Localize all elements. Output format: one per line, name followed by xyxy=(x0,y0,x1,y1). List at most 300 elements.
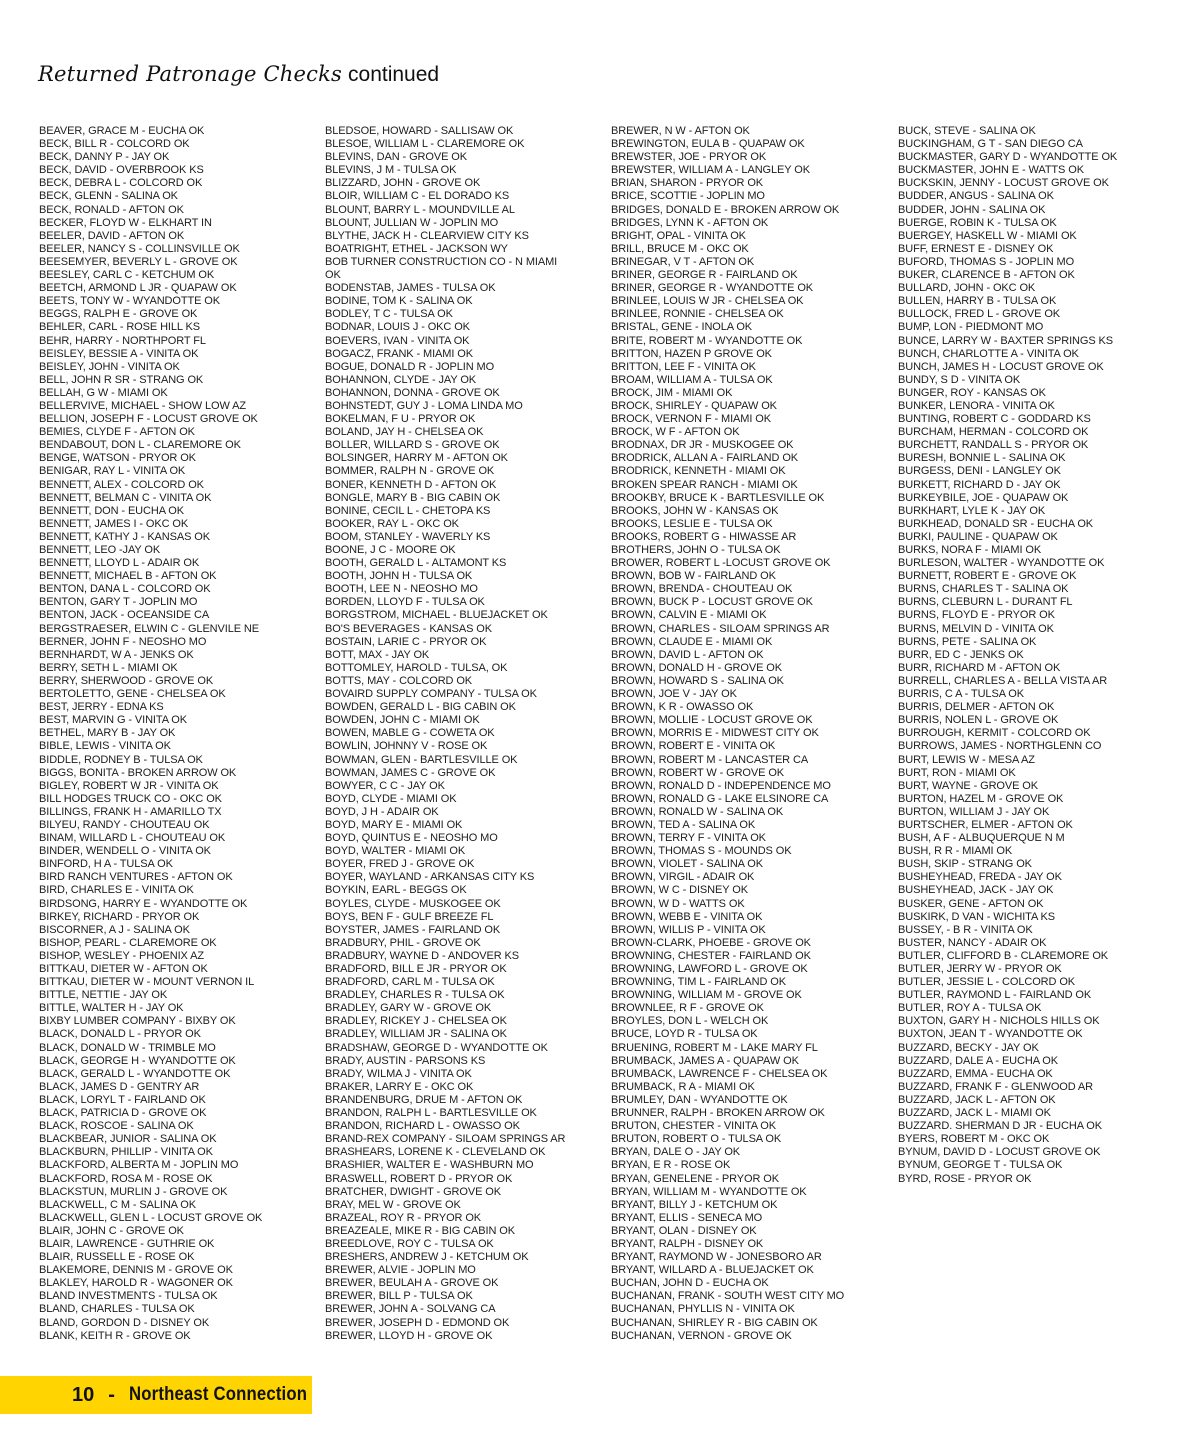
list-entry: BURTON, HAZEL M - GROVE OK xyxy=(898,792,1064,805)
list-entry: BLOUNT, JULLIAN W - JOPLIN MO xyxy=(325,216,499,229)
list-entry: BRADY, AUSTIN - PARSONS KS xyxy=(325,1054,486,1067)
list-entry: BUNCH, CHARLOTTE A - VINITA OK xyxy=(898,347,1079,360)
list-entry: BUCKMASTER, JOHN E - WATTS OK xyxy=(898,164,1084,177)
list-entry: BECK, GLENN - SALINA OK xyxy=(39,190,178,203)
list-entry: BRADBURY, WAYNE D - ANDOVER KS xyxy=(325,949,520,962)
list-entry: BENNETT, MICHAEL B - AFTON OK xyxy=(39,570,217,583)
list-entry: BROOKS, ROBERT G - HIWASSE AR xyxy=(611,530,797,543)
list-entry: BRANDON, RICHARD L - OWASSO OK xyxy=(325,1120,520,1133)
list-entry: BUTLER, ROY A - TULSA OK xyxy=(898,1002,1042,1015)
list-entry: BUZZARD, JACK L - AFTON OK xyxy=(898,1093,1056,1106)
list-entry: BUDDER, ANGUS - SALINA OK xyxy=(898,190,1054,203)
list-entry: BROCK, SHIRLEY - QUAPAW OK xyxy=(611,399,777,412)
list-entry: BERRY, SHERWOOD - GROVE OK xyxy=(39,674,214,687)
list-entry: BULLARD, JOHN - OKC OK xyxy=(898,282,1036,295)
list-entry: BYNUM, GEORGE T - TULSA OK xyxy=(898,1159,1063,1172)
list-entry: BEELER, NANCY S - COLLINSVILLE OK xyxy=(39,242,240,255)
list-entry: BURKI, PAULINE - QUAPAW OK xyxy=(898,530,1058,543)
list-entry: BYRD, ROSE - PRYOR OK xyxy=(898,1172,1032,1185)
list-entry: BOWLIN, JOHNNY V - ROSE OK xyxy=(325,740,488,753)
list-entry: BUCHANAN, PHYLLIS N - VINITA OK xyxy=(611,1303,795,1316)
list-entry: BUERGE, ROBIN K - TULSA OK xyxy=(898,216,1057,229)
page-title-continued: continued xyxy=(348,63,440,86)
list-entry: BUCHANAN, SHIRLEY R - BIG CABIN OK xyxy=(611,1316,818,1329)
list-entry: BRITE, ROBERT M - WYANDOTTE OK xyxy=(611,334,803,347)
publication-name: Northeast Connection xyxy=(128,1384,308,1405)
list-entry: BURNS, FLOYD E - PRYOR OK xyxy=(898,609,1055,622)
list-entry: BRINLEE, RONNIE - CHELSEA OK xyxy=(611,308,784,321)
list-entry: BOWMAN, JAMES C - GROVE OK xyxy=(325,766,496,779)
list-entry: BRODRICK, ALLAN A - FAIRLAND OK xyxy=(611,452,799,465)
list-entry: BRADFORD, CARL M - TULSA OK xyxy=(325,976,495,989)
list-entry: BUTLER, CLIFFORD B - CLAREMORE OK xyxy=(898,949,1109,962)
list-entry: BELLION, JOSEPH F - LOCUST GROVE OK xyxy=(39,413,258,426)
list-entry: BRYANT, BILLY J - KETCHUM OK xyxy=(611,1198,778,1211)
list-entry: BURNS, PETE - SALINA OK xyxy=(898,635,1037,648)
list-entry: BUNDY, S D - VINITA OK xyxy=(898,373,1021,386)
list-entry: BOSTAIN, LARIE C - PRYOR OK xyxy=(325,635,487,648)
list-entry: BROWN, BUCK P - LOCUST GROVE OK xyxy=(611,596,813,609)
list-entry: BLAKLEY, HAROLD R - WAGONER OK xyxy=(39,1277,233,1290)
list-entry: BOLSINGER, HARRY M - AFTON OK xyxy=(325,452,508,465)
list-entry: BURRIS, NOLEN L - GROVE OK xyxy=(898,714,1059,727)
list-entry: BOOTH, JOHN H - TULSA OK xyxy=(325,570,473,583)
list-entry: BEELER, DAVID - AFTON OK xyxy=(39,229,185,242)
list-entry: BROOKS, LESLIE E - TULSA OK xyxy=(611,517,773,530)
list-entry: BLACK, GERALD L - WYANDOTTE OK xyxy=(39,1067,231,1080)
list-entry: BEST, MARVIN G - VINITA OK xyxy=(39,714,187,727)
list-entry: BENNETT, JAMES I - OKC OK xyxy=(39,517,189,530)
list-entry: BEETS, TONY W - WYANDOTTE OK xyxy=(39,295,220,308)
list-entry: BOHANNON, DONNA - GROVE OK xyxy=(325,386,500,399)
list-entry: BENNETT, KATHY J - KANSAS OK xyxy=(39,530,210,543)
list-entry: BROWNLEE, R F - GROVE OK xyxy=(611,1002,764,1015)
list-entry: BLACKWELL, GLEN L - LOCUST GROVE OK xyxy=(39,1211,263,1224)
page-title xyxy=(38,62,439,87)
list-entry: BENDABOUT, DON L - CLAREMORE OK xyxy=(39,439,241,452)
list-entry: BOOTH, LEE N - NEOSHO MO xyxy=(325,583,478,596)
list-entry: BLAKEMORE, DENNIS M - GROVE OK xyxy=(39,1264,233,1277)
list-entry: BREAZEALE, MIKE R - BIG CABIN OK xyxy=(325,1224,515,1237)
list-entry: BLOUNT, BARRY L - MOUNDVILLE AL xyxy=(325,203,515,216)
list-entry: BRAND-REX COMPANY - SILOAM SPRINGS AR xyxy=(325,1133,566,1146)
list-entry: BROWN, THOMAS S - MOUNDS OK xyxy=(611,845,792,858)
list-entry: BISCORNER, A J - SALINA OK xyxy=(39,923,190,936)
list-entry: BERGSTRAESER, ELWIN C - GLENVILE NE xyxy=(39,622,260,635)
list-entry: BUNKER, LENORA - VINITA OK xyxy=(898,399,1055,412)
list-entry: BUTLER, JERRY W - PRYOR OK xyxy=(898,963,1062,975)
list-entry: BIDDLE, RODNEY B - TULSA OK xyxy=(39,753,203,766)
list-entry: BOOM, STANLEY - WAVERLY KS xyxy=(325,530,491,543)
list-entry: BOMMER, RALPH N - GROVE OK xyxy=(325,465,495,478)
list-entry: BOWEN, MABLE G - COWETA OK xyxy=(325,727,495,740)
list-entry: BILL HODGES TRUCK CO - OKC OK xyxy=(39,792,222,805)
list-entry: BOWMAN, GLEN - BARTLESVILLE OK xyxy=(325,753,518,766)
page-number: 10 xyxy=(72,1383,95,1406)
list-entry: BUSSEY, - B R - VINITA OK xyxy=(898,923,1033,936)
list-column-3 xyxy=(611,125,891,1343)
list-entry: BUSHEYHEAD, FREDA - JAY OK xyxy=(898,871,1062,884)
list-entry: BO'S BEVERAGES - KANSAS OK xyxy=(325,622,492,635)
list-entry: BUCKSKIN, JENNY - LOCUST GROVE OK xyxy=(898,177,1109,190)
list-entry: BROWN, WEBB E - VINITA OK xyxy=(611,910,763,923)
list-entry: BURESH, BONNIE L - SALINA OK xyxy=(898,452,1066,465)
list-entry: BRADLEY, RICKEY J - CHELSEA OK xyxy=(325,1015,507,1028)
list-entry: BENNETT, LLOYD L - ADAIR OK xyxy=(39,557,200,570)
list-entry: BECK, RONALD - AFTON OK xyxy=(39,203,184,216)
list-entry: BOYLES, CLYDE - MUSKOGEE OK xyxy=(325,897,501,910)
list-entry: BROWN, W D - WATTS OK xyxy=(611,897,745,910)
list-entry: BLACK, GEORGE H - WYANDOTTE OK xyxy=(39,1054,236,1067)
list-entry: BURKETT, RICHARD D - JAY OK xyxy=(898,478,1061,491)
list-entry: BUTLER, RAYMOND L - FAIRLAND OK xyxy=(898,989,1092,1002)
list-entry: BREWSTER, JOE - PRYOR OK xyxy=(611,151,767,164)
list-entry: BRAKER, LARRY E - OKC OK xyxy=(325,1080,474,1093)
list-entry: BREWER, ALVIE - JOPLIN MO xyxy=(325,1264,476,1277)
list-entry: BYNUM, DAVID D - LOCUST GROVE OK xyxy=(898,1146,1101,1159)
list-entry: BURROWS, JAMES - NORTHGLENN CO xyxy=(898,740,1102,753)
list-entry: BOGUE, DONALD R - JOPLIN MO xyxy=(325,360,495,373)
list-entry: BLESOE, WILLIAM L - CLAREMORE OK xyxy=(325,138,525,151)
list-entry: BOYD, QUINTUS E - NEOSHO MO xyxy=(325,832,498,845)
list-entry: BRINER, GEORGE R - WYANDOTTE OK xyxy=(611,282,814,295)
footer-separator: - xyxy=(108,1383,115,1406)
list-entry: BRUMLEY, DAN - WYANDOTTE OK xyxy=(611,1093,788,1106)
list-entry: BOEVERS, IVAN - VINITA OK xyxy=(325,334,470,347)
list-entry: BYERS, ROBERT M - OKC OK xyxy=(898,1133,1050,1146)
list-entry: BONINE, CECIL L - CHETOPA KS xyxy=(325,504,491,517)
list-entry: BEHLER, CARL - ROSE HILL KS xyxy=(39,321,200,334)
list-entry: BUCHAN, JOHN D - EUCHA OK xyxy=(611,1277,769,1290)
list-entry: BRADLEY, CHARLES R - TULSA OK xyxy=(325,989,505,1002)
list-entry: BROAM, WILLIAM A - TULSA OK xyxy=(611,373,773,386)
list-entry: BUSTER, NANCY - ADAIR OK xyxy=(898,936,1047,949)
list-entry: BROWN, W C - DISNEY OK xyxy=(611,884,748,897)
list-entry: BREWER, JOHN A - SOLVANG CA xyxy=(325,1303,496,1316)
list-entry: BRILL, BRUCE M - OKC OK xyxy=(611,242,749,255)
list-entry: BURRIS, C A - TULSA OK xyxy=(898,688,1024,701)
list-entry: BROWN, VIOLET - SALINA OK xyxy=(611,858,763,871)
list-entry: BURR, RICHARD M - AFTON OK xyxy=(898,661,1061,674)
list-entry: BURT, WAYNE - GROVE OK xyxy=(898,779,1039,792)
list-entry: BURRELL, CHARLES A - BELLA VISTA AR xyxy=(898,674,1108,687)
list-entry: BOYER, WAYLAND - ARKANSAS CITY KS xyxy=(325,871,535,884)
list-entry: BUSH, A F - ALBUQUERQUE N M xyxy=(898,832,1065,845)
list-entry: BROWN, TERRY F - VINITA OK xyxy=(611,832,766,845)
list-entry: BRUTON, ROBERT O - TULSA OK xyxy=(611,1133,782,1146)
list-entry: BENNETT, LEO -JAY OK xyxy=(39,544,161,556)
list-entry: BLOIR, WILLIAM C - EL DORADO KS xyxy=(325,190,510,203)
list-entry: BRINEGAR, V T - AFTON OK xyxy=(611,255,755,268)
list-entry: BISHOP, WESLEY - PHOENIX AZ xyxy=(39,949,205,962)
list-entry: BULLEN, HARRY B - TULSA OK xyxy=(898,295,1057,308)
list-entry: BUNCH, JAMES H - LOCUST GROVE OK xyxy=(898,360,1104,373)
list-entry: BLAND INVESTMENTS - TULSA OK xyxy=(39,1290,218,1303)
list-entry: BUSH, R R - MIAMI OK xyxy=(898,845,1013,858)
list-entry: BEST, JERRY - EDNA KS xyxy=(39,701,164,714)
list-entry: BLANK, KEITH R - GROVE OK xyxy=(39,1329,191,1342)
list-entry: BLAIR, LAWRENCE - GUTHRIE OK xyxy=(39,1237,215,1250)
list-entry: BURCHETT, RANDALL S - PRYOR OK xyxy=(898,439,1089,452)
list-entry: BROWNING, TIM L - FAIRLAND OK xyxy=(611,976,786,989)
list-entry: BLACK, JAMES D - GENTRY AR xyxy=(39,1080,200,1093)
list-entry: BLACKWELL, C M - SALINA OK xyxy=(39,1198,196,1211)
list-entry: BROOKBY, BRUCE K - BARTLESVILLE OK xyxy=(611,491,825,504)
list-entry: BROTHERS, JOHN O - TULSA OK xyxy=(611,544,781,556)
list-entry: BROKEN SPEAR RANCH - MIAMI OK xyxy=(611,478,798,491)
list-entry: BELLERVIVE, MICHAEL - SHOW LOW AZ xyxy=(39,399,246,412)
list-entry: BURNS, CHARLES T - SALINA OK xyxy=(898,583,1069,596)
list-entry: BENNETT, BELMAN C - VINITA OK xyxy=(39,491,212,504)
list-entry: BUMP, LON - PIEDMONT MO xyxy=(898,321,1044,334)
list-entry: BUCKMASTER, GARY D - WYANDOTTE OK xyxy=(898,151,1118,164)
list-entry: BRIDGES, DONALD E - BROKEN ARROW OK xyxy=(611,203,840,216)
list-entry: BLACKFORD, ALBERTA M - JOPLIN MO xyxy=(39,1159,239,1172)
list-entry: BELLAH, G W - MIAMI OK xyxy=(39,386,168,399)
list-entry: BOYS, BEN F - GULF BREEZE FL xyxy=(325,910,494,923)
list-entry: BIRKEY, RICHARD - PRYOR OK xyxy=(39,910,200,923)
list-entry: BUZZARD, FRANK F - GLENWOOD AR xyxy=(898,1080,1094,1093)
list-entry: BUNGER, ROY - KANSAS OK xyxy=(898,386,1046,399)
list-entry: BROWN, ROBERT M - LANCASTER CA xyxy=(611,753,809,766)
list-entry: BILLINGS, FRANK H - AMARILLO TX xyxy=(39,805,222,818)
list-entry: BLACK, DONALD L - PRYOR OK xyxy=(39,1028,201,1041)
list-entry: BRYANT, OLAN - DISNEY OK xyxy=(611,1224,757,1237)
list-entry: BREWINGTON, EULA B - QUAPAW OK xyxy=(611,138,805,151)
list-entry: BOYD, CLYDE - MIAMI OK xyxy=(325,792,457,805)
list-entry: BUZZARD, JACK L - MIAMI OK xyxy=(898,1107,1051,1120)
list-column-1 xyxy=(39,125,319,1343)
list-entry: BLYTHE, JACK H - CLEARVIEW CITY KS xyxy=(325,229,529,242)
list-entry: BREWER, BILL P - TULSA OK xyxy=(325,1290,473,1303)
list-entry: BRASHIER, WALTER E - WASHBURN MO xyxy=(325,1159,534,1172)
list-entry: BRIDGES, LYNN K - AFTON OK xyxy=(611,216,769,229)
list-entry: BRESHERS, ANDREW J - KETCHUM OK xyxy=(325,1251,529,1264)
list-entry: BROWN, CALVIN E - MIAMI OK xyxy=(611,609,767,622)
list-entry: BOYD, WALTER - MIAMI OK xyxy=(325,845,466,858)
list-entry: BOTT, MAX - JAY OK xyxy=(325,648,430,661)
list-entry: BLACKBEAR, JUNIOR - SALINA OK xyxy=(39,1133,217,1146)
list-entry: BRYAN, DALE O - JAY OK xyxy=(611,1146,741,1159)
list-entry: BRUMBACK, JAMES A - QUAPAW OK xyxy=(611,1054,799,1067)
list-entry: BECK, DAVID - OVERBROOK KS xyxy=(39,164,204,177)
list-entry: BRADFORD, BILL E JR - PRYOR OK xyxy=(325,963,507,975)
list-entry: BIXBY LUMBER COMPANY - BIXBY OK xyxy=(39,1015,236,1028)
list-entry: BEISLEY, JOHN - VINITA OK xyxy=(39,360,180,373)
list-entry: BUCKINGHAM, G T - SAN DIEGO CA xyxy=(898,138,1083,151)
list-entry: BOHANNON, CLYDE - JAY OK xyxy=(325,373,477,386)
list-entry: BRAY, MEL W - GROVE OK xyxy=(325,1198,461,1211)
list-entry: BUDDER, JOHN - SALINA OK xyxy=(898,203,1046,216)
list-entry: BRUMBACK, R A - MIAMI OK xyxy=(611,1080,755,1093)
list-entry: BUTLER, JESSIE L - COLCORD OK xyxy=(898,976,1076,989)
list-entry: BROWN, JOE V - JAY OK xyxy=(611,688,737,701)
list-entry: BROWN, RONALD W - SALINA OK xyxy=(611,805,784,818)
list-entry: BROWN, K R - OWASSO OK xyxy=(611,701,754,714)
list-entry: BITTLE, WALTER H - JAY OK xyxy=(39,1002,184,1015)
list-entry: BRUCE, LOYD R - TULSA OK xyxy=(611,1028,758,1041)
list-entry: BENNETT, DON - EUCHA OK xyxy=(39,504,184,517)
list-entry: BROWN, RONALD G - LAKE ELSINORE CA xyxy=(611,792,829,805)
list-entry: BOWDEN, JOHN C - MIAMI OK xyxy=(325,714,480,727)
list-entry: BOYKIN, EARL - BEGGS OK xyxy=(325,884,467,897)
list-entry: BRYANT, WILLARD A - BLUEJACKET OK xyxy=(611,1264,814,1277)
list-entry: BODNAR, LOUIS J - OKC OK xyxy=(325,321,470,334)
list-entry: BLEVINS, J M - TULSA OK xyxy=(325,164,457,177)
list-entry: BULLOCK, FRED L - GROVE OK xyxy=(898,308,1061,321)
list-entry: BROOKS, JOHN W - KANSAS OK xyxy=(611,504,779,517)
list-entry: BERRY, SETH L - MIAMI OK xyxy=(39,661,178,674)
list-entry: BLACK, LORYL T - FAIRLAND OK xyxy=(39,1093,206,1106)
list-entry: BLACKSTUN, MURLIN J - GROVE OK xyxy=(39,1185,228,1198)
list-entry: BEAVER, GRACE M - EUCHA OK xyxy=(39,125,205,137)
list-entry: BUZZARD, EMMA - EUCHA OK xyxy=(898,1067,1053,1080)
list-entry: BROWN, ROBERT E - VINITA OK xyxy=(611,740,776,753)
list-entry: BUNCE, LARRY W - BAXTER SPRINGS KS xyxy=(898,334,1114,347)
list-entry: BRASHEARS, LORENE K - CLEVELAND OK xyxy=(325,1146,546,1159)
list-entry: BROWN, RONALD D - INDEPENDENCE MO xyxy=(611,779,831,792)
list-entry: BRATCHER, DWIGHT - GROVE OK xyxy=(325,1185,501,1198)
list-entry: BROCK, JIM - MIAMI OK xyxy=(611,386,733,399)
list-entry: BLAIR, RUSSELL E - ROSE OK xyxy=(39,1251,195,1264)
list-entry: BURNS, CLEBURN L - DURANT FL xyxy=(898,596,1073,609)
list-entry: BRYAN, E R - ROSE OK xyxy=(611,1159,731,1172)
list-entry: BREWSTER, WILLIAM A - LANGLEY OK xyxy=(611,164,810,177)
list-entry: BOVAIRD SUPPLY COMPANY - TULSA OK xyxy=(325,688,537,701)
list-entry: BOWYER, C C - JAY OK xyxy=(325,779,445,792)
list-entry: BOLLER, WILLARD S - GROVE OK xyxy=(325,439,500,452)
list-entry: BURRIS, DELMER - AFTON OK xyxy=(898,701,1055,714)
list-entry: BONER, KENNETH D - AFTON OK xyxy=(325,478,497,491)
list-entry: BROWN, WILLIS P - VINITA OK xyxy=(611,923,766,936)
list-entry: BOGACZ, FRANK - MIAMI OK xyxy=(325,347,473,360)
list-entry: BRUMBACK, LAWRENCE F - CHELSEA OK xyxy=(611,1067,828,1080)
list-entry: BURT, LEWIS W - MESA AZ xyxy=(898,753,1035,766)
list-entry: BECKER, FLOYD W - ELKHART IN xyxy=(39,216,212,229)
list-entry: BURTON, WILLIAM J - JAY OK xyxy=(898,805,1050,818)
list-entry: BRADLEY, GARY W - GROVE OK xyxy=(325,1002,492,1015)
list-entry: BRINLEE, LOUIS W JR - CHELSEA OK xyxy=(611,295,804,308)
list-entry: BRADY, WILMA J - VINITA OK xyxy=(325,1067,472,1080)
page-footer-band xyxy=(0,1376,312,1414)
list-entry: BROWER, ROBERT L -LOCUST GROVE OK xyxy=(611,557,831,570)
list-entry: BEESLEY, CARL C - KETCHUM OK xyxy=(39,269,215,282)
list-entry: BURKS, NORA F - MIAMI OK xyxy=(898,544,1042,556)
list-entry: BOTTOMLEY, HAROLD - TULSA, OK xyxy=(325,661,508,674)
list-entry: BOKELMAN, F U - PRYOR OK xyxy=(325,413,476,426)
list-entry: BRUTON, CHESTER - VINITA OK xyxy=(611,1120,776,1133)
list-entry: BEMIES, CLYDE F - AFTON OK xyxy=(39,426,195,439)
list-entry: BROWN, ROBERT W - GROVE OK xyxy=(611,766,785,779)
list-entry: BROWN, VIRGIL - ADAIR OK xyxy=(611,871,755,884)
list-entry: BENTON, JACK - OCEANSIDE CA xyxy=(39,609,210,622)
list-entry: BOYSTER, JAMES - FAIRLAND OK xyxy=(325,923,501,936)
list-entry: BUXTON, GARY H - NICHOLS HILLS OK xyxy=(898,1015,1100,1028)
list-entry: BOYD, J H - ADAIR OK xyxy=(325,805,439,818)
list-entry: BEHR, HARRY - NORTHPORT FL xyxy=(39,334,206,347)
list-entry: BROWN, TED A - SALINA OK xyxy=(611,818,756,831)
list-entry: BECK, DANNY P - JAY OK xyxy=(39,151,170,164)
list-entry: BOONE, J C - MOORE OK xyxy=(325,544,456,556)
list-entry: BELL, JOHN R SR - STRANG OK xyxy=(39,373,204,386)
list-entry: BLEDSOE, HOWARD - SALLISAW OK xyxy=(325,125,514,137)
list-entry: BRUNNER, RALPH - BROKEN ARROW OK xyxy=(611,1107,825,1120)
list-entry: BOLAND, JAY H - CHELSEA OK xyxy=(325,426,484,439)
list-entry: BROWN, BOB W - FAIRLAND OK xyxy=(611,570,776,583)
list-entry: BRADLEY, WILLIAM JR - SALINA OK xyxy=(325,1028,507,1041)
list-entry: BIRDSONG, HARRY E - WYANDOTTE OK xyxy=(39,897,248,910)
list-entry: BERTOLETTO, GENE - CHELSEA OK xyxy=(39,688,226,701)
list-entry: BROWN, CHARLES - SILOAM SPRINGS AR xyxy=(611,622,830,635)
list-entry: BITTKAU, DIETER W - MOUNT VERNON IL xyxy=(39,976,255,989)
page-title-script: Returned Patronage Checks xyxy=(38,62,343,86)
list-entry: BUZZARD, BECKY - JAY OK xyxy=(898,1041,1039,1054)
list-entry: BROWN, MORRIS E - MIDWEST CITY OK xyxy=(611,727,819,740)
list-entry: BOWDEN, GERALD L - BIG CABIN OK xyxy=(325,701,516,714)
list-entry: BRAZEAL, ROY R - PRYOR OK xyxy=(325,1211,482,1224)
list-entry: BRYANT, ELLIS - SENECA MO xyxy=(611,1211,763,1224)
list-entry: BORGSTROM, MICHAEL - BLUEJACKET OK xyxy=(325,609,548,622)
list-entry: BREWER, N W - AFTON OK xyxy=(611,125,750,137)
list-entry: BEETCH, ARMOND L JR - QUAPAW OK xyxy=(39,282,237,295)
list-entry: BUXTON, JEAN T - WYANDOTTE OK xyxy=(898,1028,1083,1041)
list-column-2 xyxy=(325,125,605,1343)
list-entry: BIGLEY, ROBERT W JR - VINITA OK xyxy=(39,779,219,792)
list-entry: BURR, ED C - JENKS OK xyxy=(898,648,1024,661)
list-entry: BENNETT, ALEX - COLCORD OK xyxy=(39,478,204,491)
list-entry: BEISLEY, BESSIE A - VINITA OK xyxy=(39,347,199,360)
list-entry: BROWN-CLARK, PHOEBE - GROVE OK xyxy=(611,936,811,949)
list-entry: BERNER, JOHN F - NEOSHO MO xyxy=(39,635,207,648)
list-entry: BRINER, GEORGE R - FAIRLAND OK xyxy=(611,269,798,282)
list-entry: BUCK, STEVE - SALINA OK xyxy=(898,125,1036,137)
list-column-4 xyxy=(898,125,1178,1186)
list-entry: BROWNING, CHESTER - FAIRLAND OK xyxy=(611,949,811,962)
list-entry: BISHOP, PEARL - CLAREMORE OK xyxy=(39,936,217,949)
list-entry: BENIGAR, RAY L - VINITA OK xyxy=(39,465,186,478)
list-entry: BURKHART, LYLE K - JAY OK xyxy=(898,504,1046,517)
list-entry: BURCHAM, HERMAN - COLCORD OK xyxy=(898,426,1089,439)
list-entry: BROWN, HOWARD S - SALINA OK xyxy=(611,674,784,687)
list-entry: BECK, DEBRA L - COLCORD OK xyxy=(39,177,203,190)
list-entry: BINAM, WILLARD L - CHOUTEAU OK xyxy=(39,832,226,845)
list-entry: BUZZARD. SHERMAN D JR - EUCHA OK xyxy=(898,1120,1102,1133)
list-entry: BOB TURNER CONSTRUCTION CO - N MIAMI xyxy=(325,255,558,268)
list-entry: BURNETT, ROBERT E - GROVE OK xyxy=(898,570,1077,583)
list-entry: BOOKER, RAY L - OKC OK xyxy=(325,517,459,530)
list-entry: BODLEY, T C - TULSA OK xyxy=(325,308,453,321)
list-entry: BURNS, MELVIN D - VINITA OK xyxy=(898,622,1054,635)
list-entry: BUSH, SKIP - STRANG OK xyxy=(898,858,1032,871)
list-entry: BUCHANAN, VERNON - GROVE OK xyxy=(611,1329,792,1342)
list-entry: BRANDENBURG, DRUE M - AFTON OK xyxy=(325,1093,523,1106)
list-entry: BUCHANAN, FRANK - SOUTH WEST CITY MO xyxy=(611,1290,845,1303)
list-entry: BLAND, CHARLES - TULSA OK xyxy=(39,1303,195,1316)
list-entry: BRIAN, SHARON - PRYOR OK xyxy=(611,177,764,190)
list-entry: BUZZARD, DALE A - EUCHA OK xyxy=(898,1054,1058,1067)
list-entry: BONGLE, MARY B - BIG CABIN OK xyxy=(325,491,501,504)
list-entry: BREWER, LLOYD H - GROVE OK xyxy=(325,1329,493,1342)
list-entry: BIRD, CHARLES E - VINITA OK xyxy=(39,884,194,897)
list-entry: BRADBURY, PHIL - GROVE OK xyxy=(325,936,481,949)
list-entry: BLACK, ROSCOE - SALINA OK xyxy=(39,1120,194,1133)
list-entry: BODENSTAB, JAMES - TULSA OK xyxy=(325,282,496,295)
list-entry: BUSKER, GENE - AFTON OK xyxy=(898,897,1044,910)
list-entry: BROWN, CLAUDE E - MIAMI OK xyxy=(611,635,773,648)
list-entry: BLACKFORD, ROSA M - ROSE OK xyxy=(39,1172,213,1185)
list-entry: BILYEU, RANDY - CHOUTEAU OK xyxy=(39,818,210,831)
list-entry: BLIZZARD, JOHN - GROVE OK xyxy=(325,177,481,190)
